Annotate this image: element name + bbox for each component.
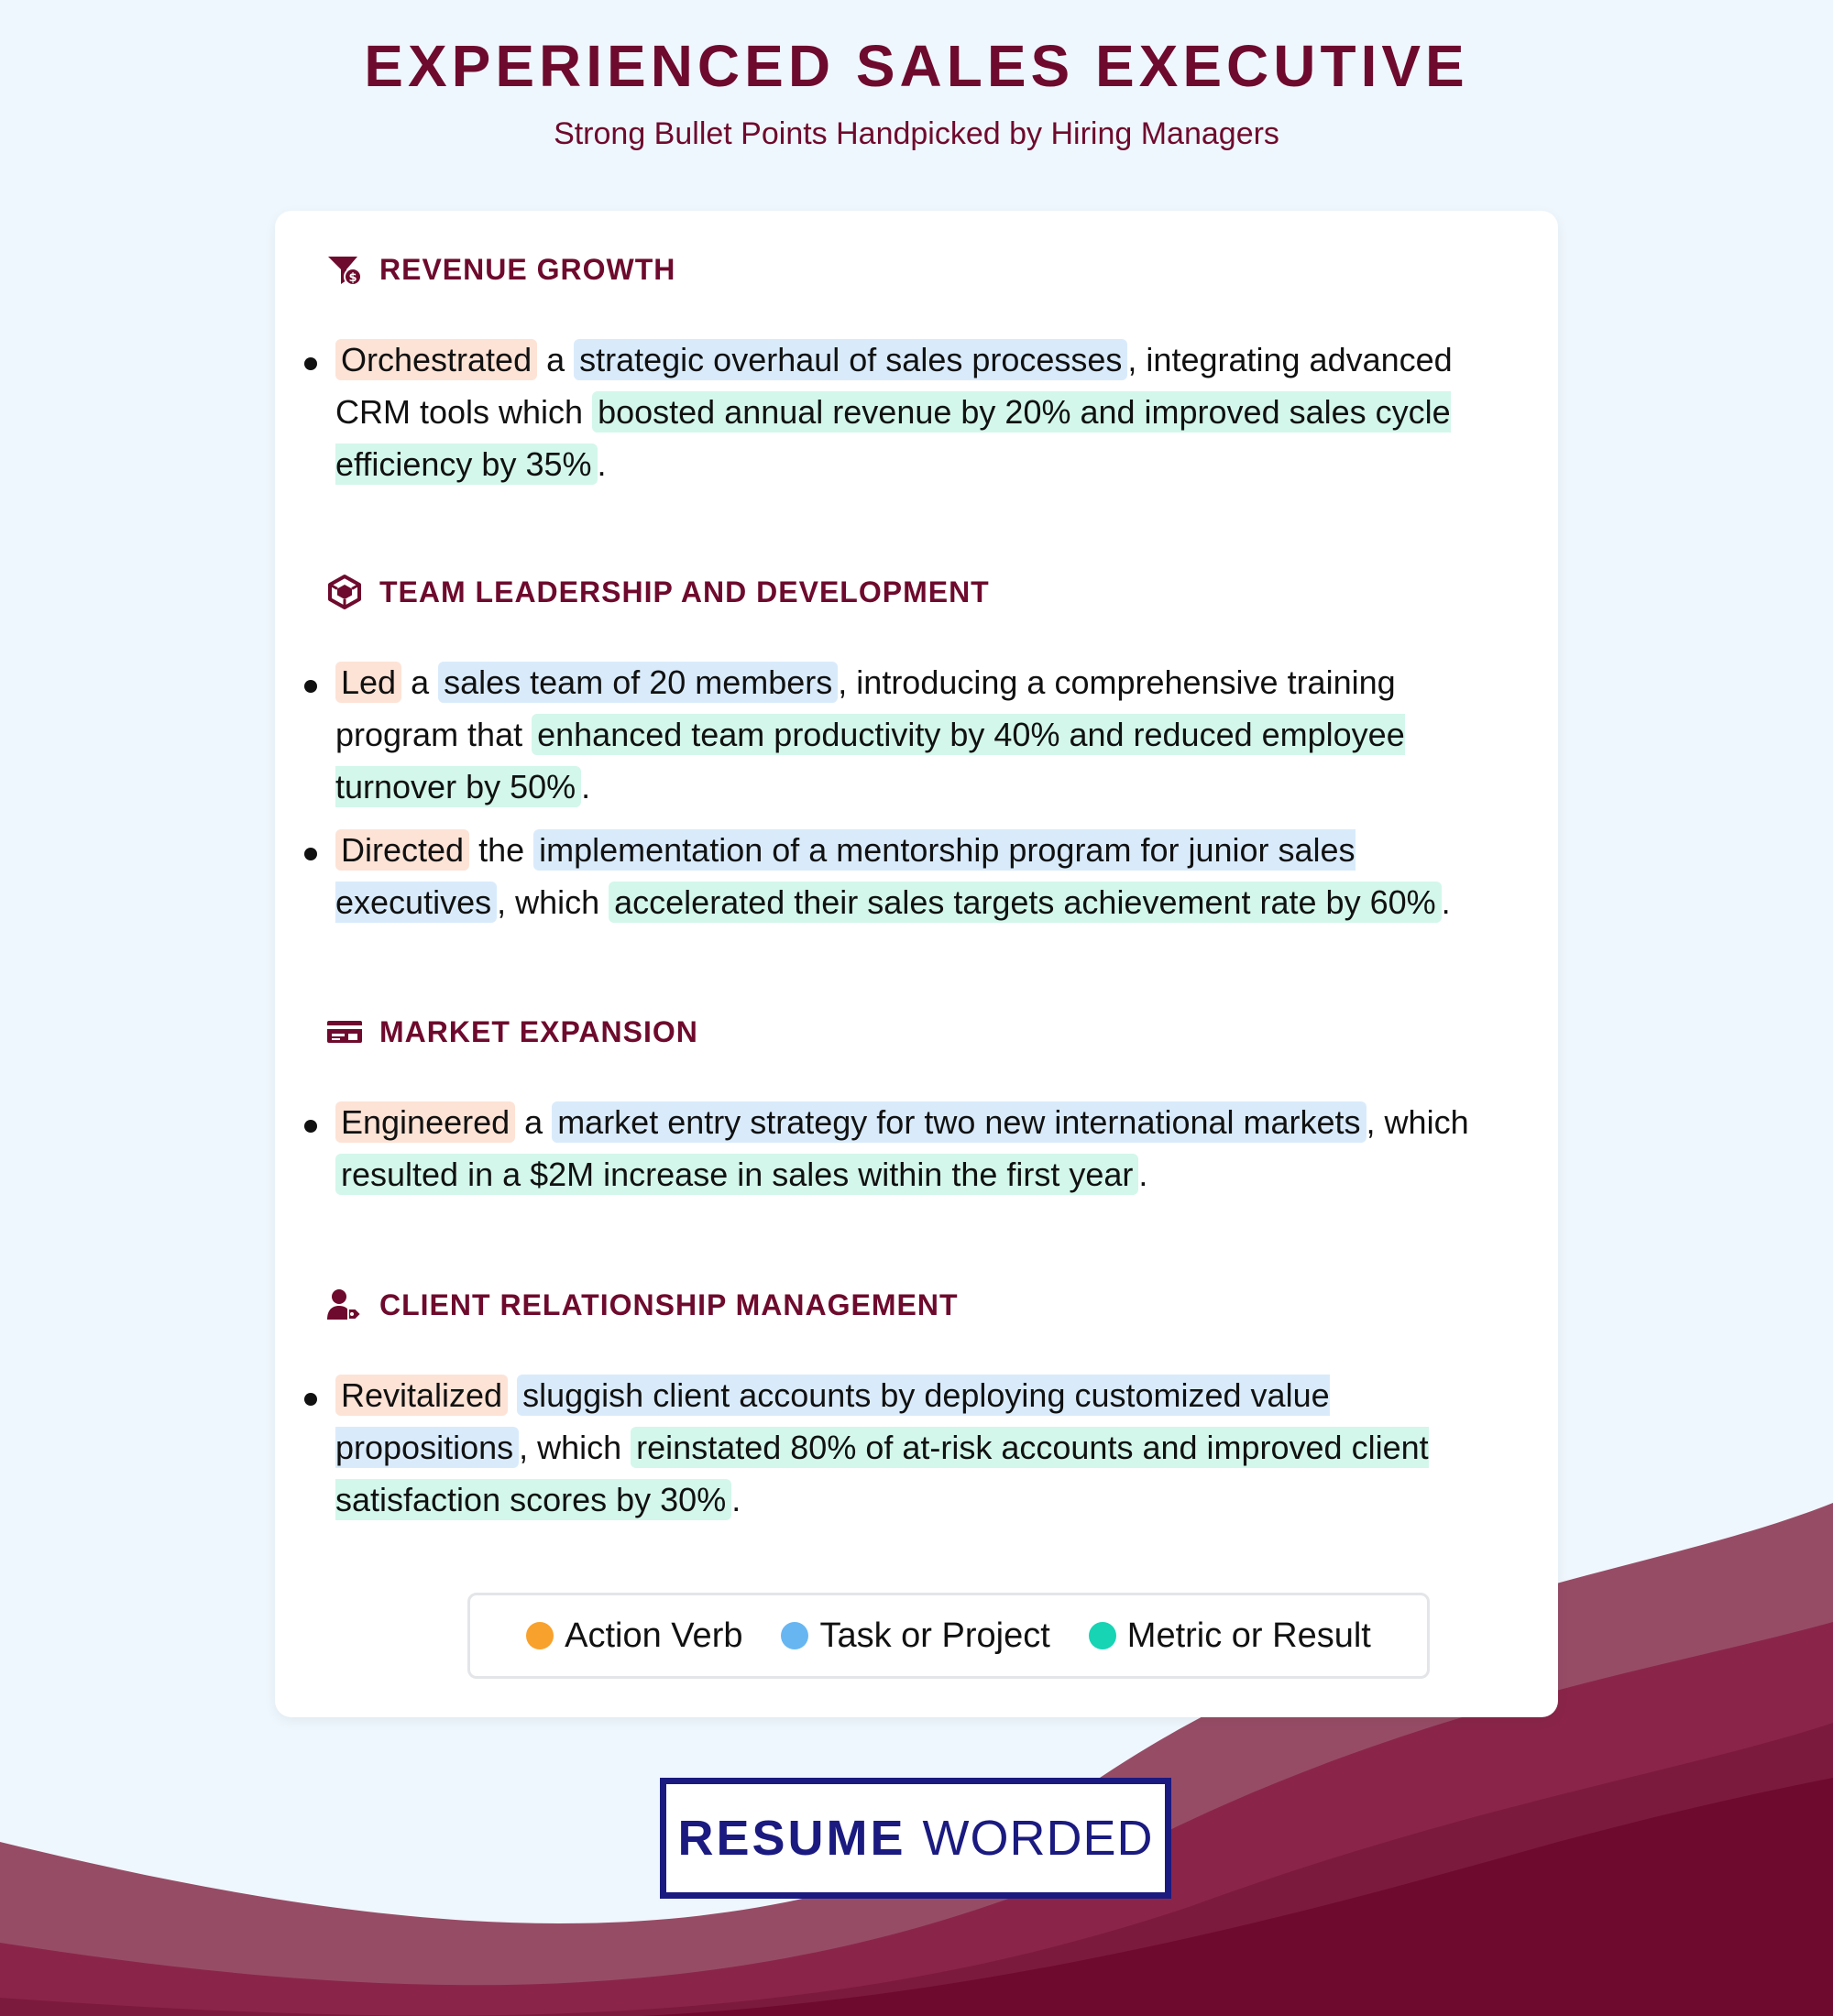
text-segment: . — [1138, 1156, 1148, 1193]
text-segment: , which — [497, 883, 609, 921]
text-segment: the — [469, 831, 534, 869]
metric-or-result: resulted in a $2M increase in sales within the first year — [335, 1154, 1138, 1195]
legend-item-action-verb — [526, 1616, 742, 1656]
action-verb: Revitalized — [335, 1375, 508, 1416]
brand-light-text: WORDED — [922, 1811, 1154, 1866]
section-header — [326, 1013, 698, 1050]
bullet-text — [335, 1369, 1527, 1526]
legend-label: Metric or Result — [1126, 1616, 1371, 1655]
legend-item-metric — [1089, 1616, 1371, 1656]
section-header — [326, 251, 675, 288]
funnel-dollar-icon — [326, 251, 363, 288]
text-segment — [508, 1376, 517, 1414]
task-or-project: sales team of 20 members — [438, 662, 838, 703]
section-header — [326, 574, 990, 610]
text-segment: . — [581, 768, 591, 805]
brand-strong-text: RESUME — [677, 1811, 906, 1866]
page-title: EXPERIENCED SALES EXECUTIVE — [364, 33, 1469, 99]
metric-or-result: boosted annual revenue by 20% and improved sales cycle efficiency by 35% — [335, 393, 1451, 483]
teal-dot-icon — [1089, 1622, 1116, 1649]
legend-item-task — [781, 1616, 1049, 1656]
section-title: TEAM LEADERSHIP AND DEVELOPMENT — [379, 575, 990, 608]
action-verb: Orchestrated — [335, 339, 537, 380]
text-segment: , which — [519, 1429, 631, 1466]
metric-or-result: reinstated 80% of at-risk accounts and improved client satisfaction scores by 30% — [335, 1429, 1429, 1518]
highlight-legend — [467, 1593, 1430, 1679]
bullet-text — [335, 824, 1527, 928]
blue-dot-icon — [781, 1622, 808, 1649]
text-segment: . — [597, 445, 607, 483]
bullet-dot — [304, 848, 317, 860]
metric-or-result: enhanced team productivity by 40% and reduced employee turnover by 50% — [335, 716, 1405, 805]
page-subtitle: Strong Bullet Points Handpicked by Hiring Managers — [554, 116, 1279, 151]
section-title: REVENUE GROWTH — [379, 252, 676, 286]
section-header — [326, 1287, 958, 1323]
text-segment: . — [731, 1481, 741, 1518]
task-or-project: strategic overhaul of sales processes — [574, 339, 1127, 380]
text-segment: a — [537, 341, 575, 378]
bullet-dot — [304, 1393, 317, 1406]
bullet-dot — [304, 357, 317, 370]
resume-card — [275, 211, 1558, 1717]
resume-worded-logo — [660, 1778, 1171, 1899]
text-segment: , which — [1366, 1103, 1469, 1141]
text-segment: a — [515, 1103, 553, 1141]
task-or-project: implementation of a mentorship program for junior sales executives — [335, 831, 1356, 921]
bullet-text — [335, 656, 1527, 813]
metric-or-result: accelerated their sales targets achievement rate by 60% — [609, 882, 1441, 923]
user-tag-icon — [326, 1287, 363, 1323]
text-segment: . — [1441, 883, 1451, 921]
section-title: MARKET EXPANSION — [379, 1014, 698, 1048]
legend-label: Action Verb — [565, 1616, 743, 1655]
orange-dot-icon — [526, 1622, 554, 1649]
action-verb: Directed — [335, 829, 469, 871]
card-icon — [326, 1013, 363, 1050]
bullet-dot — [304, 680, 317, 693]
action-verb: Led — [335, 662, 401, 703]
legend-label: Task or Project — [819, 1616, 1050, 1655]
bullet-text — [335, 334, 1527, 490]
text-segment: , introducing a comprehensive training program that — [335, 663, 1396, 753]
bullet-dot — [304, 1120, 317, 1133]
text-segment: , integrating advanced CRM tools which — [335, 341, 1453, 431]
text-segment: a — [401, 663, 439, 701]
task-or-project: sluggish client accounts by deploying customized value propositions — [335, 1376, 1330, 1466]
svg-text:$: $ — [348, 271, 357, 285]
action-verb: Engineered — [335, 1101, 515, 1143]
task-or-project: market entry strategy for two new international markets — [552, 1101, 1366, 1143]
section-title: CLIENT RELATIONSHIP MANAGEMENT — [379, 1287, 959, 1321]
bullet-text — [335, 1096, 1527, 1200]
cube-network-icon — [326, 574, 363, 610]
